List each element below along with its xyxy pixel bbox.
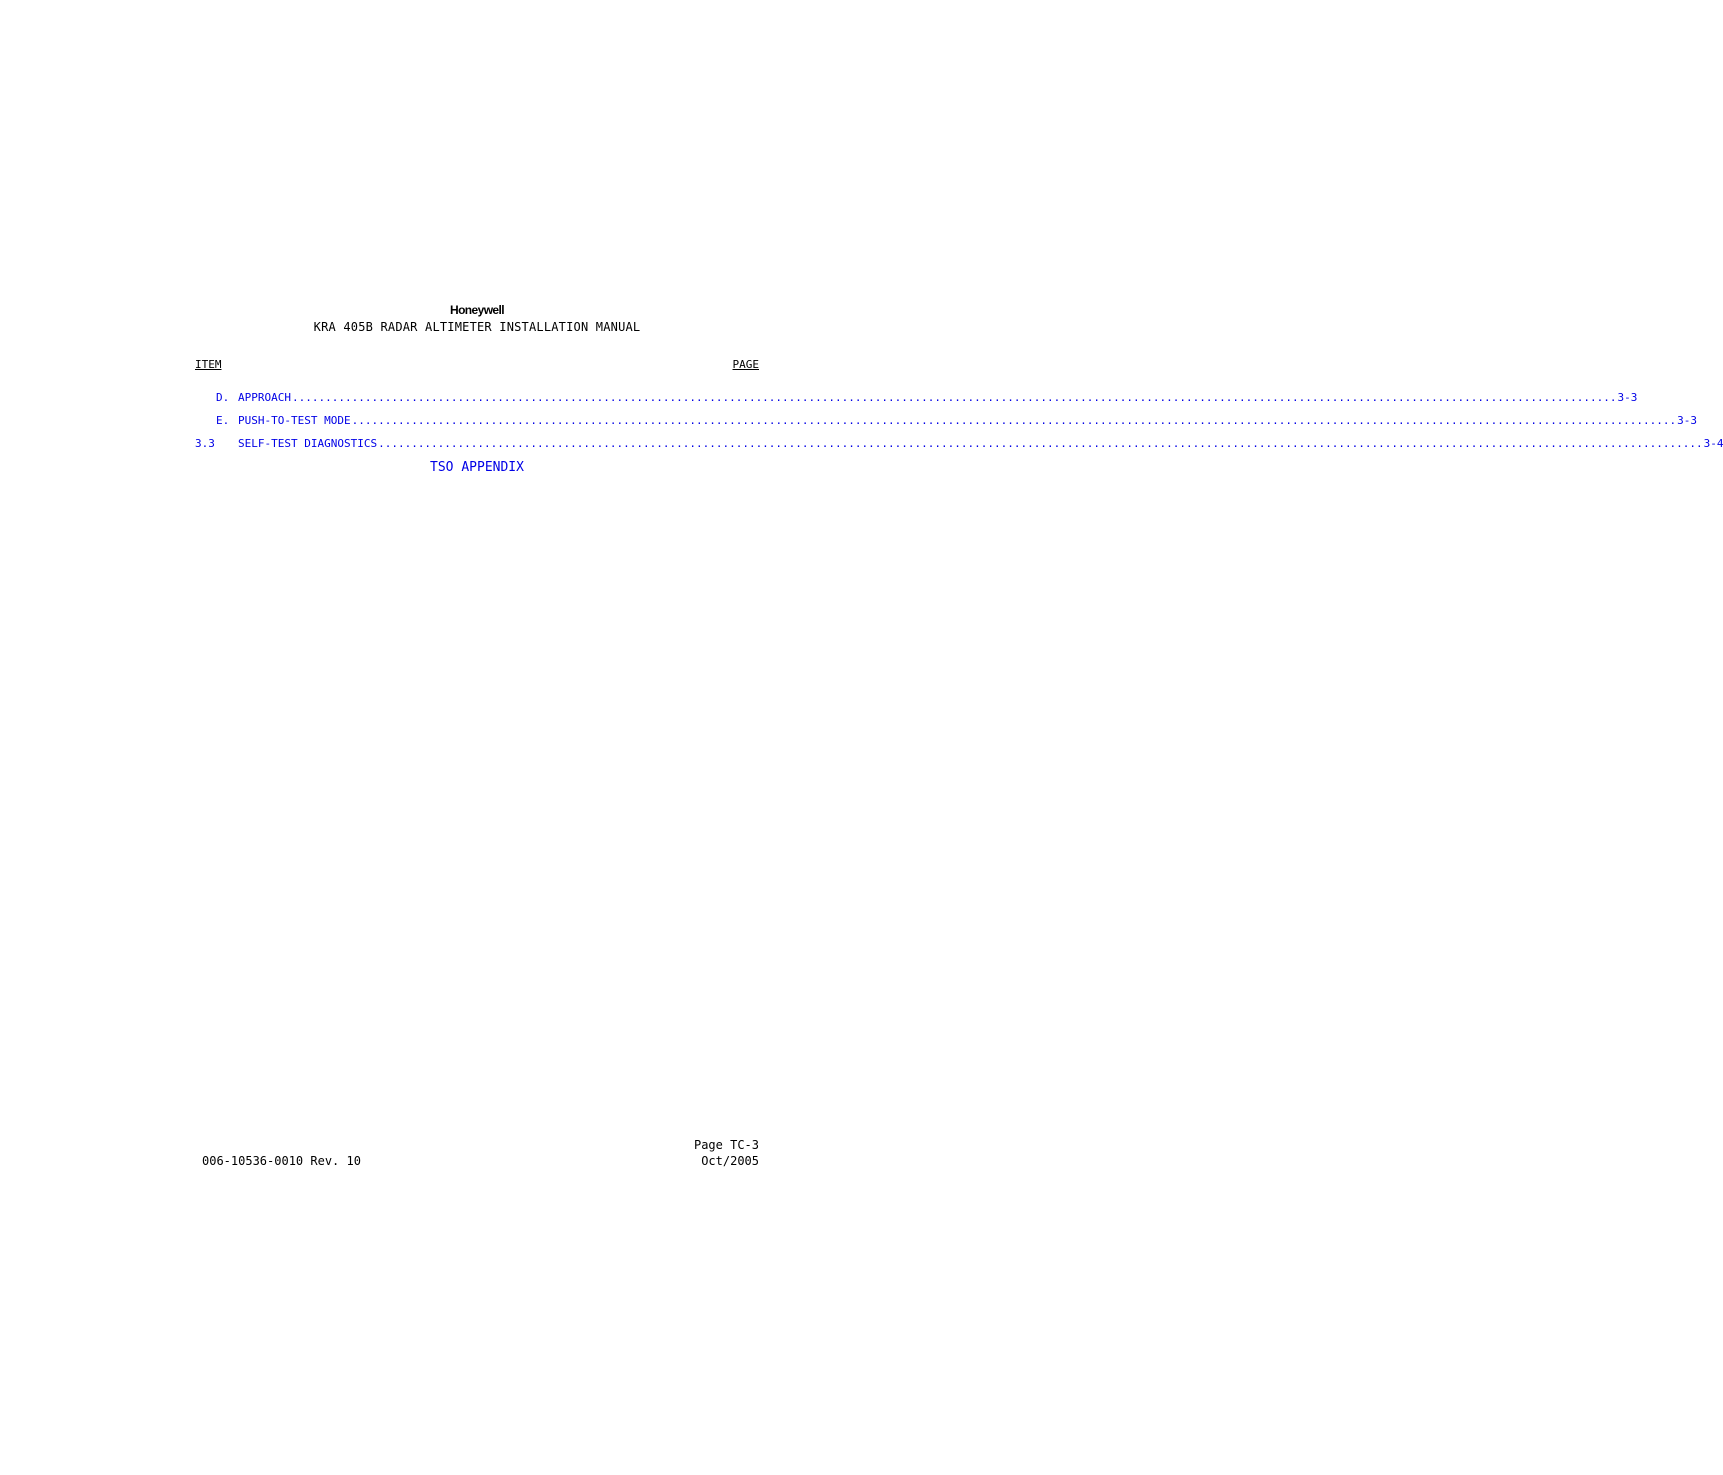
footer-date: Oct/2005 xyxy=(701,1154,759,1168)
toc-entry-label: SELF-TEST DIAGNOSTICS xyxy=(238,437,378,450)
toc-entry-page: 3-4 xyxy=(1703,437,1723,450)
footer-page-number: Page TC-3 xyxy=(693,1138,759,1152)
manual-title: KRA 405B RADAR ALTIMETER INSTALLATION MANUAL xyxy=(313,320,641,334)
toc-entry-number: D. xyxy=(216,391,230,404)
toc-entry-body xyxy=(238,413,1697,428)
toc-leader-dots: ........................................................................................................................................................................................................ xyxy=(291,391,1617,404)
toc-entry-label: APPROACH xyxy=(238,391,291,404)
toc-entry-push-to-test-mode[interactable] xyxy=(195,413,1697,428)
honeywell-logo: Honeywell xyxy=(450,303,504,317)
toc-entry-page: 3-3 xyxy=(1617,391,1638,404)
toc-entry-number: 3.3 xyxy=(195,437,215,450)
tso-appendix-link[interactable]: TSO APPENDIX xyxy=(430,460,524,475)
toc-entry-body xyxy=(238,436,1723,451)
toc-entry-self-test-diagnostics[interactable] xyxy=(195,436,1723,451)
toc-leader-dots: ........................................................................................................................................................................................................ xyxy=(378,437,1703,450)
item-column-header: ITEM xyxy=(195,358,222,371)
toc-entry-label: PUSH-TO-TEST MODE xyxy=(238,414,351,427)
toc-entry-body xyxy=(238,390,1638,405)
toc-leader-dots: ........................................................................................................................................................................................................ xyxy=(351,414,1677,427)
toc-entry-approach[interactable] xyxy=(195,390,1638,405)
page-column-header: PAGE xyxy=(732,358,759,371)
toc-entry-page: 3-3 xyxy=(1677,414,1697,427)
toc-entry-number: E. xyxy=(216,414,230,427)
footer-document-number: 006-10536-0010 Rev. 10 xyxy=(202,1154,361,1168)
